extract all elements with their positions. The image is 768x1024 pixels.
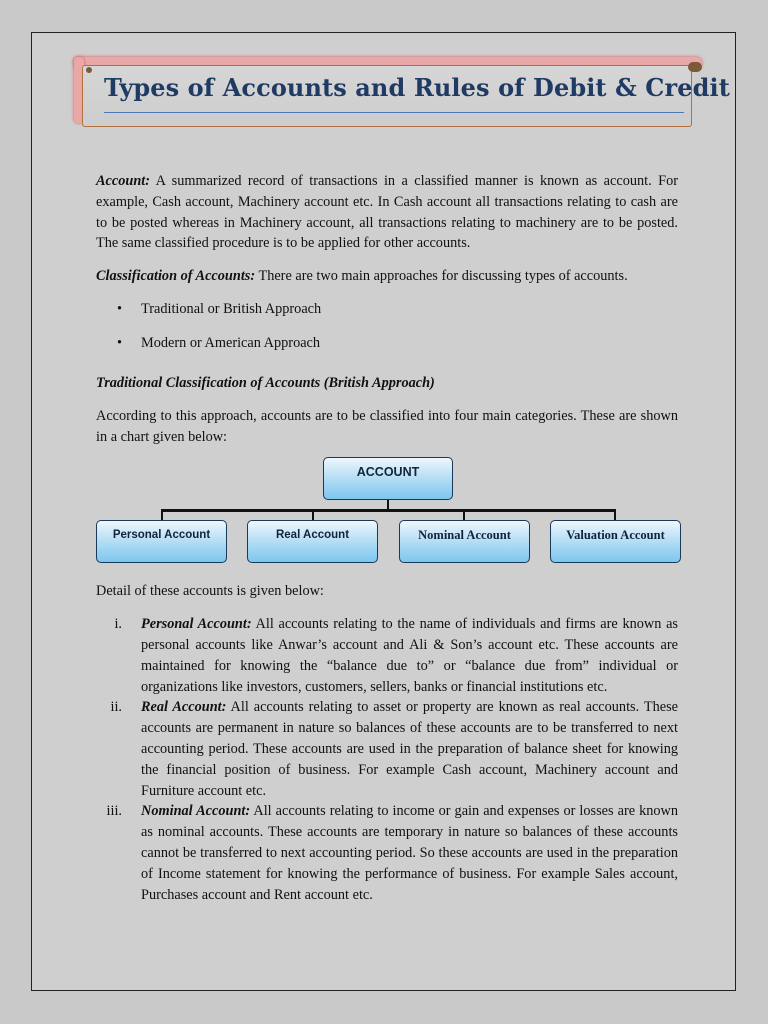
traditional-heading: Traditional Classification of Accounts (British Approach) — [96, 374, 435, 391]
classification-term: Classification of Accounts: — [96, 268, 256, 285]
connector-drop — [312, 509, 314, 520]
connector-drop — [161, 509, 163, 520]
classification-paragraph — [96, 266, 678, 287]
connector-drop — [463, 509, 465, 520]
approach-label: Modern or American Approach — [141, 334, 321, 351]
item-number: i. — [114, 616, 122, 633]
connector-drop — [614, 509, 616, 520]
page-title: Types of Accounts and Rules of Debit & Credit — [104, 73, 730, 102]
approach-list — [96, 299, 678, 367]
detail-term: Real Account: — [141, 699, 227, 716]
list-item — [96, 299, 678, 333]
chart-node-real: Real Account — [247, 520, 378, 563]
account-term: Account: — [96, 173, 151, 189]
title-underline — [104, 112, 684, 113]
intro-paragraph: According to this approach, accounts are to be classified into four main categories. These are shown in a chart given below: — [96, 407, 678, 445]
connector-bar — [161, 509, 616, 512]
detail-text: All accounts relating to income or gain and expenses or losses are known as nominal accounts. These accounts are temporary in nature so balances of these accounts cannot be transferred to next accounting period. So these accounts are used in the preparation of Income statement for knowing the performance of business. For example Sales account, Purchases account and Rent account etc. — [141, 803, 678, 903]
chart-node-nominal: Nominal Account — [399, 520, 530, 563]
scroll-pin-icon — [86, 67, 92, 73]
item-number: ii. — [110, 699, 122, 716]
classification-text: There are two main approaches for discussing types of accounts. — [255, 268, 628, 285]
chart-node-account: ACCOUNT — [323, 457, 453, 500]
bullet-icon: • — [117, 300, 123, 317]
detail-text: All accounts relating to asset or property are known as real accounts. These accounts are permanent in nature so balances of these accounts are to be transferred to next accounting period. These accounts are used in the preparation of balance sheet for knowing the financial position of business. For example Cash account, Machinery account and Furniture account etc. — [141, 699, 678, 799]
approach-label: Traditional or British Approach — [141, 300, 322, 317]
list-item — [96, 614, 678, 697]
chart-node-valuation: Valuation Account — [550, 520, 681, 563]
document-body — [96, 171, 678, 905]
title-banner — [74, 57, 730, 127]
scroll-end-icon — [688, 62, 702, 72]
item-number: iii. — [106, 803, 122, 820]
document-page — [31, 32, 736, 991]
detail-intro: Detail of these accounts is given below: — [96, 583, 324, 600]
account-chart — [96, 457, 678, 567]
list-item — [96, 333, 678, 367]
list-item — [96, 697, 678, 801]
account-paragraph — [96, 171, 678, 254]
detail-list — [96, 614, 678, 905]
chart-node-personal: Personal Account — [96, 520, 227, 563]
detail-term: Nominal Account: — [141, 803, 251, 820]
detail-text: All accounts relating to the name of individuals and firms are known as personal accounts like Anwar’s account and Ali & Son’s account etc. These accounts are maintained for knowing the “balance due to” or “balance due from” individual or organizations like investors, customers, sellers, banks or financial institutions etc. — [141, 616, 678, 695]
list-item — [96, 801, 678, 905]
detail-term: Personal Account: — [141, 616, 252, 633]
account-text: A summarized record of transactions in a classified manner is known as account. For example, Cash account, Machinery account etc. In Cash account all transactions relating to cash are to be posted whereas in Machinery account, all transactions relating to machinery are to be posted. The same classified procedure is to be applied for other accounts. — [96, 173, 678, 252]
bullet-icon: • — [117, 334, 123, 351]
